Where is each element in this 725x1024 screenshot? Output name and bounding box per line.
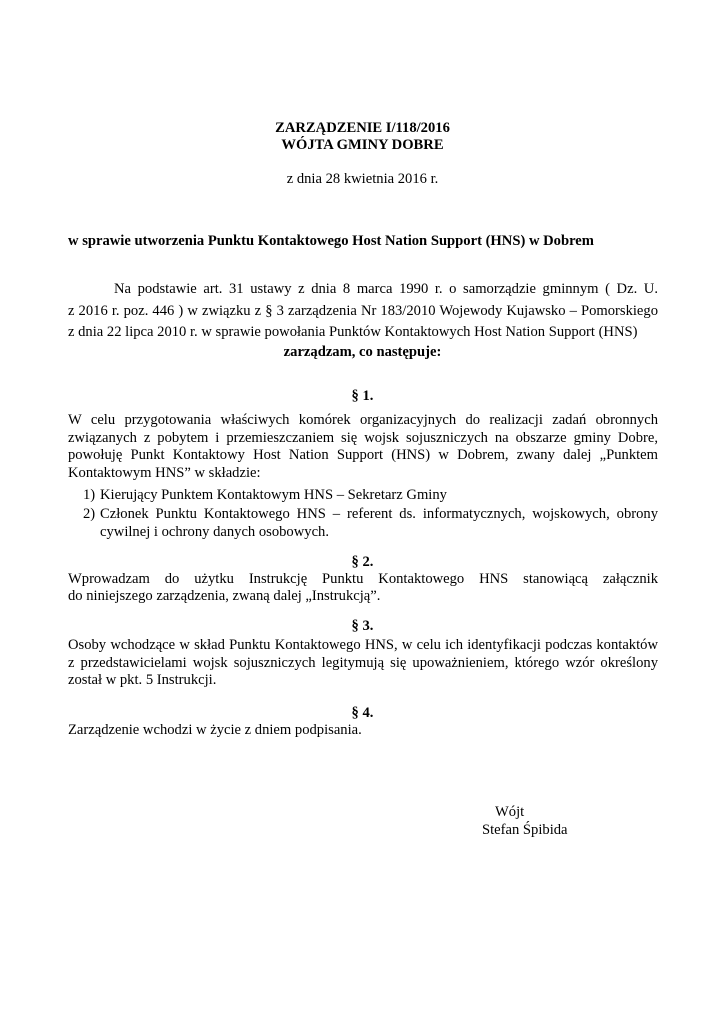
section-1-line-1: W celu przygotowania właściwych komórek organizacyjnych do realizacji zadań obronnych (68, 412, 658, 428)
list-item-2-text-line-1: Członek Punktu Kontaktowego HNS – referent ds. informatycznych, wojskowych, obrony (100, 506, 658, 522)
section-2-line-2: do niniejszego zarządzenia, zwaną dalej „Instrukcją”. (68, 588, 381, 604)
section-1-heading: § 1. (351, 388, 374, 404)
signature-role: Wójt (495, 804, 525, 820)
section-1-line-2: związanych z pobytem i przemieszczaniem się wojsk sojuszniczych na obszarze gminy Dobre, (68, 430, 658, 446)
list-item-2-number: 2) (83, 506, 96, 522)
section-3-heading: § 3. (351, 618, 374, 634)
section-3-line-2: z przedstawicielami wojsk sojuszniczych legitymują się upoważnieniem, którego wzór określony (68, 655, 658, 671)
signature-name: Stefan Śpibida (482, 822, 568, 838)
preamble-line-3: z dnia 22 lipca 2010 r. w sprawie powołania Punktów Kontaktowych Host Nation Support (HNS) (68, 324, 638, 340)
issuer-title: WÓJTA GMINY DOBRE (281, 137, 444, 153)
list-item-1-text: Kierujący Punktem Kontaktowym HNS – Sekretarz Gminy (100, 487, 447, 503)
preamble-line-1: Na podstawie art. 31 ustawy z dnia 8 marca 1990 r. o samorządzie gminnym ( Dz. U. (114, 281, 658, 297)
document-subject: w sprawie utworzenia Punktu Kontaktowego Host Nation Support (HNS) w Dobrem (68, 233, 594, 249)
section-3-line-1: Osoby wchodzące w skład Punktu Kontaktowego HNS, w celu ich identyfikacji podczas kontaktów (68, 637, 658, 653)
section-4-line-1: Zarządzenie wchodzi w życie z dniem podpisania. (68, 722, 362, 738)
section-2-line-1: Wprowadzam do użytku Instrukcję Punktu Kontaktowego HNS stanowiącą załącznik (68, 571, 658, 587)
section-1-line-4: Kontaktowym HNS” w składzie: (68, 465, 261, 481)
document-date: z dnia 28 kwietnia 2016 r. (286, 171, 439, 187)
list-item-1-number: 1) (83, 487, 96, 503)
section-4-heading: § 4. (351, 705, 374, 721)
preamble-line-2: z 2016 r. poz. 446 ) w związku z § 3 zarządzenia Nr 183/2010 Wojewody Kujawsko – Pomorskiego (68, 303, 658, 319)
section-1-line-3: powołuję Punkt Kontaktowy Host Nation Support (HNS) w Dobrem, zwany dalej „Punktem (68, 447, 658, 463)
document-title: ZARZĄDZENIE I/118/2016 (275, 120, 450, 136)
section-3-line-3: został w pkt. 5 Instrukcji. (68, 672, 217, 688)
list-item-2-text-line-2: cywilnej i ochrony danych osobowych. (100, 524, 329, 540)
section-2-heading: § 2. (351, 554, 374, 570)
preamble-closing: zarządzam, co następuje: (283, 344, 442, 360)
